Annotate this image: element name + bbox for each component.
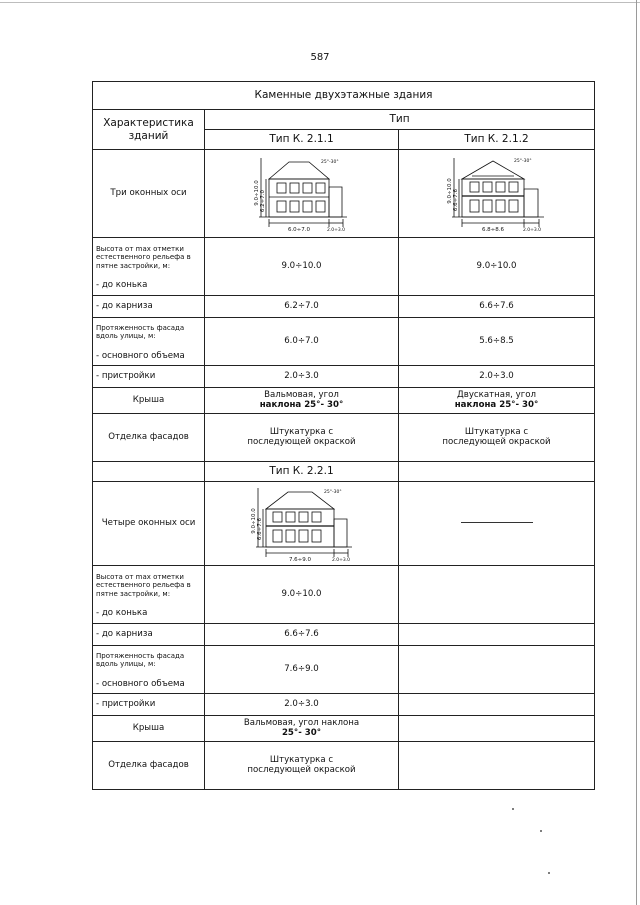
- dim-ext-width-b: 2.0÷3.0: [522, 227, 541, 233]
- house-drawing-k-2-1-2: [442, 153, 552, 235]
- facade-row-2: [93, 646, 595, 694]
- dim-total-height: 9.0÷10.0: [253, 179, 260, 206]
- header-row: [93, 110, 595, 130]
- roof-a-line1: Вальмовая, угол: [264, 389, 339, 400]
- dim-main-width-b: 6.8÷8.6: [481, 226, 504, 233]
- type-k-2-1-2: Тип К. 2.1.2: [399, 130, 595, 150]
- drawing-cell-k-2-1-2: [399, 150, 595, 238]
- roof-b-line2: наклона 25°- 30°: [454, 399, 539, 410]
- house-drawing-k-2-1-1: [247, 153, 357, 235]
- dim-roof-angle-b: 25°-30°: [513, 158, 532, 164]
- cornice-label-1: - до карниза: [93, 296, 205, 318]
- dash-cell-s2: [399, 482, 595, 566]
- dim-ext-width-c: 2.0÷3.0: [331, 557, 350, 563]
- main-volume-value-k-2-1-2: 5.6÷8.5: [399, 318, 595, 366]
- height-header-1: [93, 238, 205, 296]
- four-axes-label: Четыре оконных оси: [93, 482, 205, 566]
- dim-main-width-c: 7.6÷9.0: [288, 556, 311, 563]
- ridge-label-2: - до конька: [96, 607, 148, 618]
- finish-a-line1: Штукатурка с: [269, 426, 334, 437]
- finish-label-1: Отделка фасадов: [93, 414, 205, 462]
- type-header: Тип: [205, 110, 595, 130]
- height-header-2: [93, 566, 205, 624]
- page-number: 587: [310, 52, 330, 63]
- empty-cell-s2-left: [93, 462, 205, 482]
- type-k-2-1-1: Тип К. 2.1.1: [205, 130, 399, 150]
- main-volume-value-k-2-1-1: 6.0÷7.0: [205, 318, 399, 366]
- drawings-row-2: [93, 482, 595, 566]
- facade-header-1: [93, 318, 205, 366]
- scan-speck: [548, 872, 550, 874]
- dim-ext-width: 2.0÷3.0: [326, 227, 345, 233]
- main-volume-value-k-2-2-1: 7.6÷9.0: [205, 646, 399, 694]
- roof-row-2: [93, 716, 595, 742]
- extension-label-2: - пристройки: [93, 694, 205, 716]
- page-edge-right: [636, 0, 637, 905]
- finish-a-line2: последующей окраской: [247, 436, 356, 447]
- facade-header-text-2: Протяженность фасада вдоль улицы, м:: [96, 651, 185, 669]
- type-names-row-2: [93, 462, 595, 482]
- cornice-empty-s2: [399, 624, 595, 646]
- finish-b-line1: Штукатурка с: [464, 426, 529, 437]
- dim-roof-angle-c: 25°-30°: [323, 489, 342, 495]
- ridge-empty-s2: [399, 566, 595, 624]
- roof-value-k-2-2-1: [205, 716, 399, 742]
- type-k-2-2-1: Тип К. 2.2.1: [205, 462, 399, 482]
- roof-empty-s2: [399, 716, 595, 742]
- height-row-1: [93, 238, 595, 296]
- cornice-label-2: - до карниза: [93, 624, 205, 646]
- characteristic-header: Характеристика зданий: [93, 110, 205, 150]
- ridge-value-k-2-1-2: 9.0÷10.0: [399, 238, 595, 296]
- cornice-row-2: [93, 624, 595, 646]
- drawing-cell-k-2-2-1: [205, 482, 399, 566]
- roof-a-line2: наклона 25°- 30°: [259, 399, 344, 410]
- drawing-cell-k-2-1-1: [205, 150, 399, 238]
- finish-value-k-2-1-2: [399, 414, 595, 462]
- empty-dash: [461, 522, 533, 523]
- roof-label-1: Крыша: [93, 388, 205, 414]
- roof-c-line2: 25°- 30°: [281, 727, 322, 738]
- height-header-text-2: Высота от max отметки естественного рельефа в пятне застройки, м:: [96, 572, 191, 598]
- main-volume-empty-s2: [399, 646, 595, 694]
- cornice-value-k-2-2-1: 6.6÷7.6: [205, 624, 399, 646]
- dim-total-height-b: 9.0÷10.0: [446, 177, 453, 204]
- ridge-label-1: - до конька: [96, 279, 148, 290]
- extension-row-2: [93, 694, 595, 716]
- page-edge-top: [0, 2, 640, 3]
- extension-row-1: [93, 366, 595, 388]
- roof-b-line1: Двускатная, угол: [457, 389, 536, 400]
- dim-cornice-height-b: 6.6÷7.6: [452, 188, 459, 211]
- empty-cell-s2-right: [399, 462, 595, 482]
- roof-value-k-2-1-1: [205, 388, 399, 414]
- dim-main-width: 6.0÷7.0: [287, 226, 310, 233]
- table-title-row: [93, 82, 595, 110]
- finish-c-line2: последующей окраской: [247, 764, 356, 775]
- main-volume-label-1: - основного объема: [96, 350, 185, 361]
- finish-row-1: [93, 414, 595, 462]
- dim-total-height-c: 9.0÷10.0: [250, 507, 257, 534]
- extension-value-k-2-2-1: 2.0÷3.0: [205, 694, 399, 716]
- finish-value-k-2-2-1: [205, 742, 399, 790]
- facade-header-2: [93, 646, 205, 694]
- scan-speck: [512, 808, 514, 810]
- finish-b-line2: последующей окраской: [442, 436, 551, 447]
- dim-cornice-height: 6.2÷7.0: [259, 189, 266, 212]
- three-axes-label: Три оконных оси: [93, 150, 205, 238]
- main-volume-label-2: - основного объема: [96, 678, 185, 689]
- cornice-value-k-2-1-2: 6.6÷7.6: [399, 296, 595, 318]
- drawings-row-1: [93, 150, 595, 238]
- table-title: Каменные двухэтажные здания: [93, 82, 595, 110]
- finish-c-line1: Штукатурка с: [269, 754, 334, 765]
- dim-cornice-height-c: 6.6÷7.6: [256, 517, 263, 540]
- roof-value-k-2-1-2: [399, 388, 595, 414]
- facade-row-1: [93, 318, 595, 366]
- scan-speck: [540, 830, 542, 832]
- finish-empty-s2: [399, 742, 595, 790]
- roof-row-1: [93, 388, 595, 414]
- height-header-text-1: Высота от max отметки естественного рельефа в пятне застройки, м:: [96, 244, 191, 270]
- building-types-table: [92, 81, 595, 790]
- extension-label-1: - пристройки: [93, 366, 205, 388]
- finish-row-2: [93, 742, 595, 790]
- roof-label-2: Крыша: [93, 716, 205, 742]
- ridge-value-k-2-2-1: 9.0÷10.0: [205, 566, 399, 624]
- house-drawing-k-2-2-1: [246, 484, 358, 564]
- finish-value-k-2-1-1: [205, 414, 399, 462]
- extension-value-k-2-1-2: 2.0÷3.0: [399, 366, 595, 388]
- dim-roof-angle: 25°-30°: [320, 159, 339, 165]
- ridge-value-k-2-1-1: 9.0÷10.0: [205, 238, 399, 296]
- cornice-value-k-2-1-1: 6.2÷7.0: [205, 296, 399, 318]
- roof-c-line1: Вальмовая, угол наклона: [243, 717, 360, 728]
- facade-header-text-1: Протяженность фасада вдоль улицы, м:: [96, 323, 185, 341]
- extension-value-k-2-1-1: 2.0÷3.0: [205, 366, 399, 388]
- cornice-row-1: [93, 296, 595, 318]
- height-row-2: [93, 566, 595, 624]
- finish-label-2: Отделка фасадов: [93, 742, 205, 790]
- extension-empty-s2: [399, 694, 595, 716]
